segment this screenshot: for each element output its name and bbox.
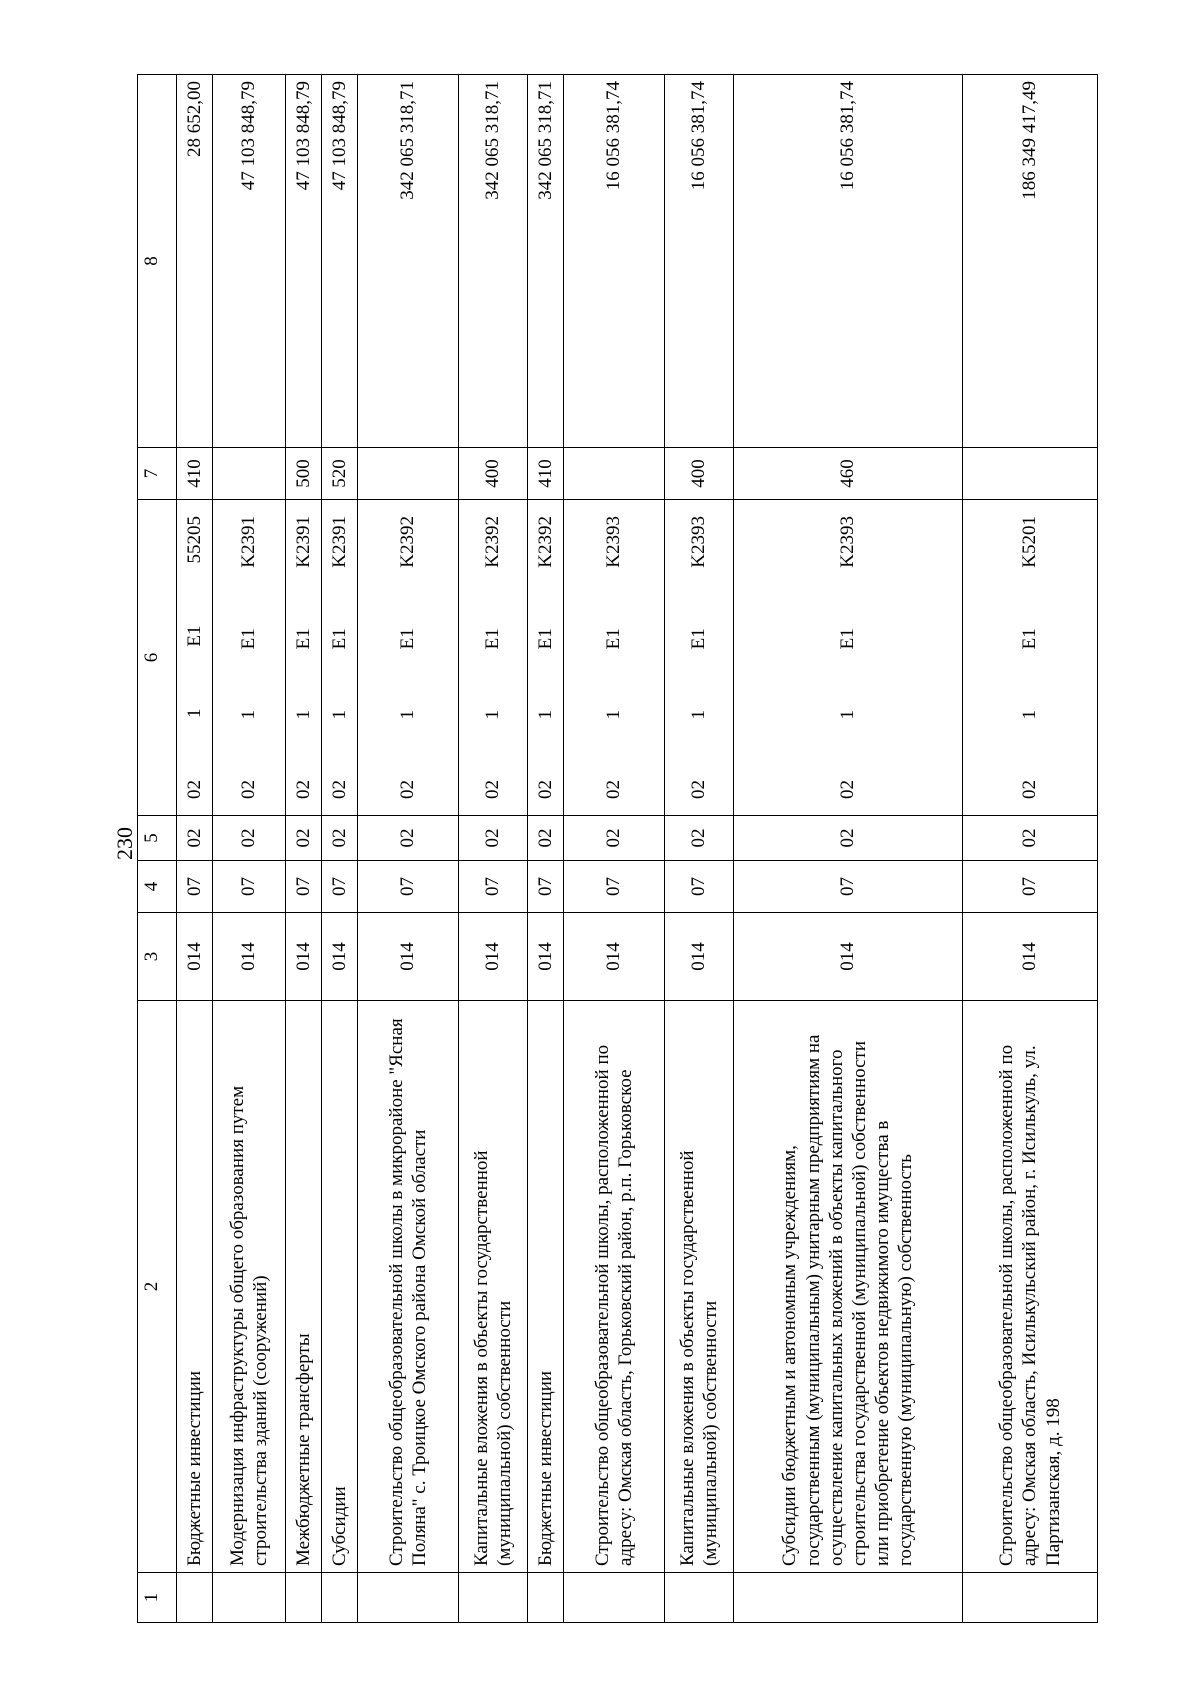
csr-part: 55205 bbox=[183, 516, 205, 564]
header-col-1: 1 bbox=[138, 1573, 177, 1623]
csr-part: 02 bbox=[397, 780, 419, 799]
row-section-code: 07 bbox=[213, 861, 286, 913]
csr-part: 02 bbox=[1019, 780, 1041, 799]
row-section-code: 07 bbox=[177, 861, 213, 913]
csr-part: E1 bbox=[534, 628, 556, 650]
row-target-code bbox=[459, 500, 528, 816]
table-header-row bbox=[138, 75, 177, 1623]
row-expense-type bbox=[564, 448, 665, 500]
csr-part: 02 bbox=[603, 780, 625, 799]
csr-part: 1 bbox=[688, 709, 710, 720]
csr-part: 02 bbox=[328, 780, 350, 799]
row-index-cell bbox=[528, 1573, 564, 1623]
row-section-code: 07 bbox=[322, 861, 358, 913]
row-subsection-code: 02 bbox=[459, 816, 528, 861]
csr-part: 1 bbox=[603, 709, 625, 720]
row-expense-type: 410 bbox=[177, 448, 213, 500]
row-expense-type: 400 bbox=[665, 448, 734, 500]
csr-part: K2393 bbox=[688, 516, 710, 568]
row-name: Модернизация инфраструктуры общего образования путем строительства зданий (сооружений) bbox=[213, 1001, 286, 1573]
row-target-code bbox=[286, 500, 322, 816]
row-expense-type: 410 bbox=[528, 448, 564, 500]
row-target-code bbox=[358, 500, 459, 816]
csr-part: K2391 bbox=[328, 516, 350, 568]
row-amount: 342 065 318,71 bbox=[459, 75, 528, 448]
row-target-code bbox=[213, 500, 286, 816]
row-index-cell bbox=[564, 1573, 665, 1623]
row-section-code: 07 bbox=[459, 861, 528, 913]
csr-part: E1 bbox=[837, 628, 859, 650]
row-name: Субсидии бюджетным и автономным учреждениям, государственным (муниципальным) унитарным предприятиям на осуществление капитальных вложений в объекты капитального строительства государственной (муниципальной) собственности или приобретение объектов недвижимого имущества в государственную (муниципальную) собственность bbox=[734, 1001, 963, 1573]
row-index-cell bbox=[459, 1573, 528, 1623]
page-number: 230 bbox=[112, 827, 137, 860]
csr-part: E1 bbox=[183, 625, 205, 647]
row-subsection-code: 02 bbox=[734, 816, 963, 861]
row-name: Субсидии bbox=[322, 1001, 358, 1573]
row-ministry-code: 014 bbox=[963, 913, 1098, 1001]
row-subsection-code: 02 bbox=[564, 816, 665, 861]
row-ministry-code: 014 bbox=[528, 913, 564, 1001]
rotated-table-container bbox=[137, 75, 1064, 1623]
row-name: Строительство общеобразовательной школы в микрорайоне "Ясная Поляна" с. Троицкое Омского района Омской области bbox=[358, 1001, 459, 1573]
row-expense-type bbox=[213, 448, 286, 500]
row-ministry-code: 014 bbox=[734, 913, 963, 1001]
csr-part: 1 bbox=[238, 709, 260, 720]
row-section-code: 07 bbox=[734, 861, 963, 913]
row-amount: 47 103 848,79 bbox=[322, 75, 358, 448]
csr-part: 02 bbox=[238, 780, 260, 799]
row-ministry-code: 014 bbox=[322, 913, 358, 1001]
row-subsection-code: 02 bbox=[322, 816, 358, 861]
csr-part: 02 bbox=[837, 780, 859, 799]
row-subsection-code: 02 bbox=[286, 816, 322, 861]
row-index-cell bbox=[734, 1573, 963, 1623]
row-expense-type: 500 bbox=[286, 448, 322, 500]
row-ministry-code: 014 bbox=[286, 913, 322, 1001]
row-index-cell bbox=[286, 1573, 322, 1623]
csr-part: K5201 bbox=[1019, 516, 1041, 568]
csr-part: K2392 bbox=[397, 516, 419, 568]
row-amount: 342 065 318,71 bbox=[528, 75, 564, 448]
table-row bbox=[528, 75, 564, 1623]
row-section-code: 07 bbox=[528, 861, 564, 913]
row-index-cell bbox=[213, 1573, 286, 1623]
row-amount: 342 065 318,71 bbox=[358, 75, 459, 448]
row-ministry-code: 014 bbox=[177, 913, 213, 1001]
row-section-code: 07 bbox=[564, 861, 665, 913]
row-amount: 47 103 848,79 bbox=[213, 75, 286, 448]
row-index-cell bbox=[963, 1573, 1098, 1623]
row-target-code bbox=[528, 500, 564, 816]
table-row bbox=[963, 75, 1098, 1623]
row-amount: 28 652,00 bbox=[177, 75, 213, 448]
row-ministry-code: 014 bbox=[459, 913, 528, 1001]
csr-part: 1 bbox=[328, 709, 350, 720]
row-name: Бюджетные инвестиции bbox=[177, 1001, 213, 1573]
header-col-6: 6 bbox=[138, 500, 177, 816]
row-expense-type bbox=[358, 448, 459, 500]
table-row bbox=[286, 75, 322, 1623]
row-target-code bbox=[564, 500, 665, 816]
csr-part: 02 bbox=[688, 780, 710, 799]
row-expense-type bbox=[963, 448, 1098, 500]
row-index-cell bbox=[665, 1573, 734, 1623]
row-name: Строительство общеобразовательной школы, расположенной по адресу: Омская область, Исилькульский район, г. Исилькуль, ул. Партизанская, д. 198 bbox=[963, 1001, 1098, 1573]
header-col-2: 2 bbox=[138, 1001, 177, 1573]
row-amount: 16 056 381,74 bbox=[734, 75, 963, 448]
table-row bbox=[564, 75, 665, 1623]
csr-part: K2391 bbox=[292, 516, 314, 568]
row-index-cell bbox=[322, 1573, 358, 1623]
row-subsection-code: 02 bbox=[358, 816, 459, 861]
row-name: Капитальные вложения в объекты государственной (муниципальной) собственности bbox=[459, 1001, 528, 1573]
csr-part: E1 bbox=[688, 628, 710, 650]
row-section-code: 07 bbox=[665, 861, 734, 913]
row-ministry-code: 014 bbox=[665, 913, 734, 1001]
row-subsection-code: 02 bbox=[213, 816, 286, 861]
row-amount: 47 103 848,79 bbox=[286, 75, 322, 448]
csr-part: 1 bbox=[534, 709, 556, 720]
row-amount: 16 056 381,74 bbox=[564, 75, 665, 448]
csr-part: E1 bbox=[328, 628, 350, 650]
budget-table bbox=[137, 74, 1098, 1623]
row-expense-type: 460 bbox=[734, 448, 963, 500]
csr-part: 1 bbox=[1019, 709, 1041, 720]
row-subsection-code: 02 bbox=[177, 816, 213, 861]
table-row bbox=[177, 75, 213, 1623]
row-amount: 16 056 381,74 bbox=[665, 75, 734, 448]
row-index-cell bbox=[358, 1573, 459, 1623]
csr-part: 1 bbox=[183, 708, 205, 719]
csr-part: E1 bbox=[603, 628, 625, 650]
csr-part: 02 bbox=[534, 780, 556, 799]
csr-part: K2393 bbox=[603, 516, 625, 568]
table-row bbox=[459, 75, 528, 1623]
row-target-code bbox=[322, 500, 358, 816]
row-amount: 186 349 417,49 bbox=[963, 75, 1098, 448]
row-expense-type: 520 bbox=[322, 448, 358, 500]
csr-part: E1 bbox=[1019, 628, 1041, 650]
table-row bbox=[322, 75, 358, 1623]
row-section-code: 07 bbox=[358, 861, 459, 913]
row-section-code: 07 bbox=[963, 861, 1098, 913]
row-section-code: 07 bbox=[286, 861, 322, 913]
row-subsection-code: 02 bbox=[665, 816, 734, 861]
csr-part: 1 bbox=[397, 709, 419, 720]
csr-part: K2392 bbox=[534, 516, 556, 568]
table-row bbox=[665, 75, 734, 1623]
table-row bbox=[734, 75, 963, 1623]
row-target-code bbox=[177, 500, 213, 816]
csr-part: 02 bbox=[482, 780, 504, 799]
csr-part: 1 bbox=[292, 709, 314, 720]
csr-part: 1 bbox=[837, 709, 859, 720]
row-subsection-code: 02 bbox=[528, 816, 564, 861]
row-name: Строительство общеобразовательной школы, расположенной по адресу: Омская область, Горьковский район, р.п. Горьковское bbox=[564, 1001, 665, 1573]
row-target-code bbox=[734, 500, 963, 816]
row-ministry-code: 014 bbox=[564, 913, 665, 1001]
row-name: Бюджетные инвестиции bbox=[528, 1001, 564, 1573]
row-name: Капитальные вложения в объекты государственной (муниципальной) собственности bbox=[665, 1001, 734, 1573]
csr-part: 02 bbox=[292, 780, 314, 799]
table-row bbox=[213, 75, 286, 1623]
row-ministry-code: 014 bbox=[358, 913, 459, 1001]
row-subsection-code: 02 bbox=[963, 816, 1098, 861]
csr-part: K2391 bbox=[238, 516, 260, 568]
csr-part: E1 bbox=[292, 628, 314, 650]
csr-part: E1 bbox=[238, 628, 260, 650]
row-target-code bbox=[963, 500, 1098, 816]
csr-part: 1 bbox=[482, 709, 504, 720]
header-col-8: 8 bbox=[138, 75, 177, 448]
row-target-code bbox=[665, 500, 734, 816]
row-expense-type: 400 bbox=[459, 448, 528, 500]
row-index-cell bbox=[177, 1573, 213, 1623]
header-col-5: 5 bbox=[138, 816, 177, 861]
csr-part: E1 bbox=[482, 628, 504, 650]
csr-part: E1 bbox=[397, 628, 419, 650]
table-row bbox=[358, 75, 459, 1623]
csr-part: 02 bbox=[183, 780, 205, 799]
row-name: Межбюджетные трансферты bbox=[286, 1001, 322, 1573]
row-ministry-code: 014 bbox=[213, 913, 286, 1001]
csr-part: K2393 bbox=[837, 516, 859, 568]
header-col-3: 3 bbox=[138, 913, 177, 1001]
csr-part: K2392 bbox=[482, 516, 504, 568]
header-col-7: 7 bbox=[138, 448, 177, 500]
header-col-4: 4 bbox=[138, 861, 177, 913]
